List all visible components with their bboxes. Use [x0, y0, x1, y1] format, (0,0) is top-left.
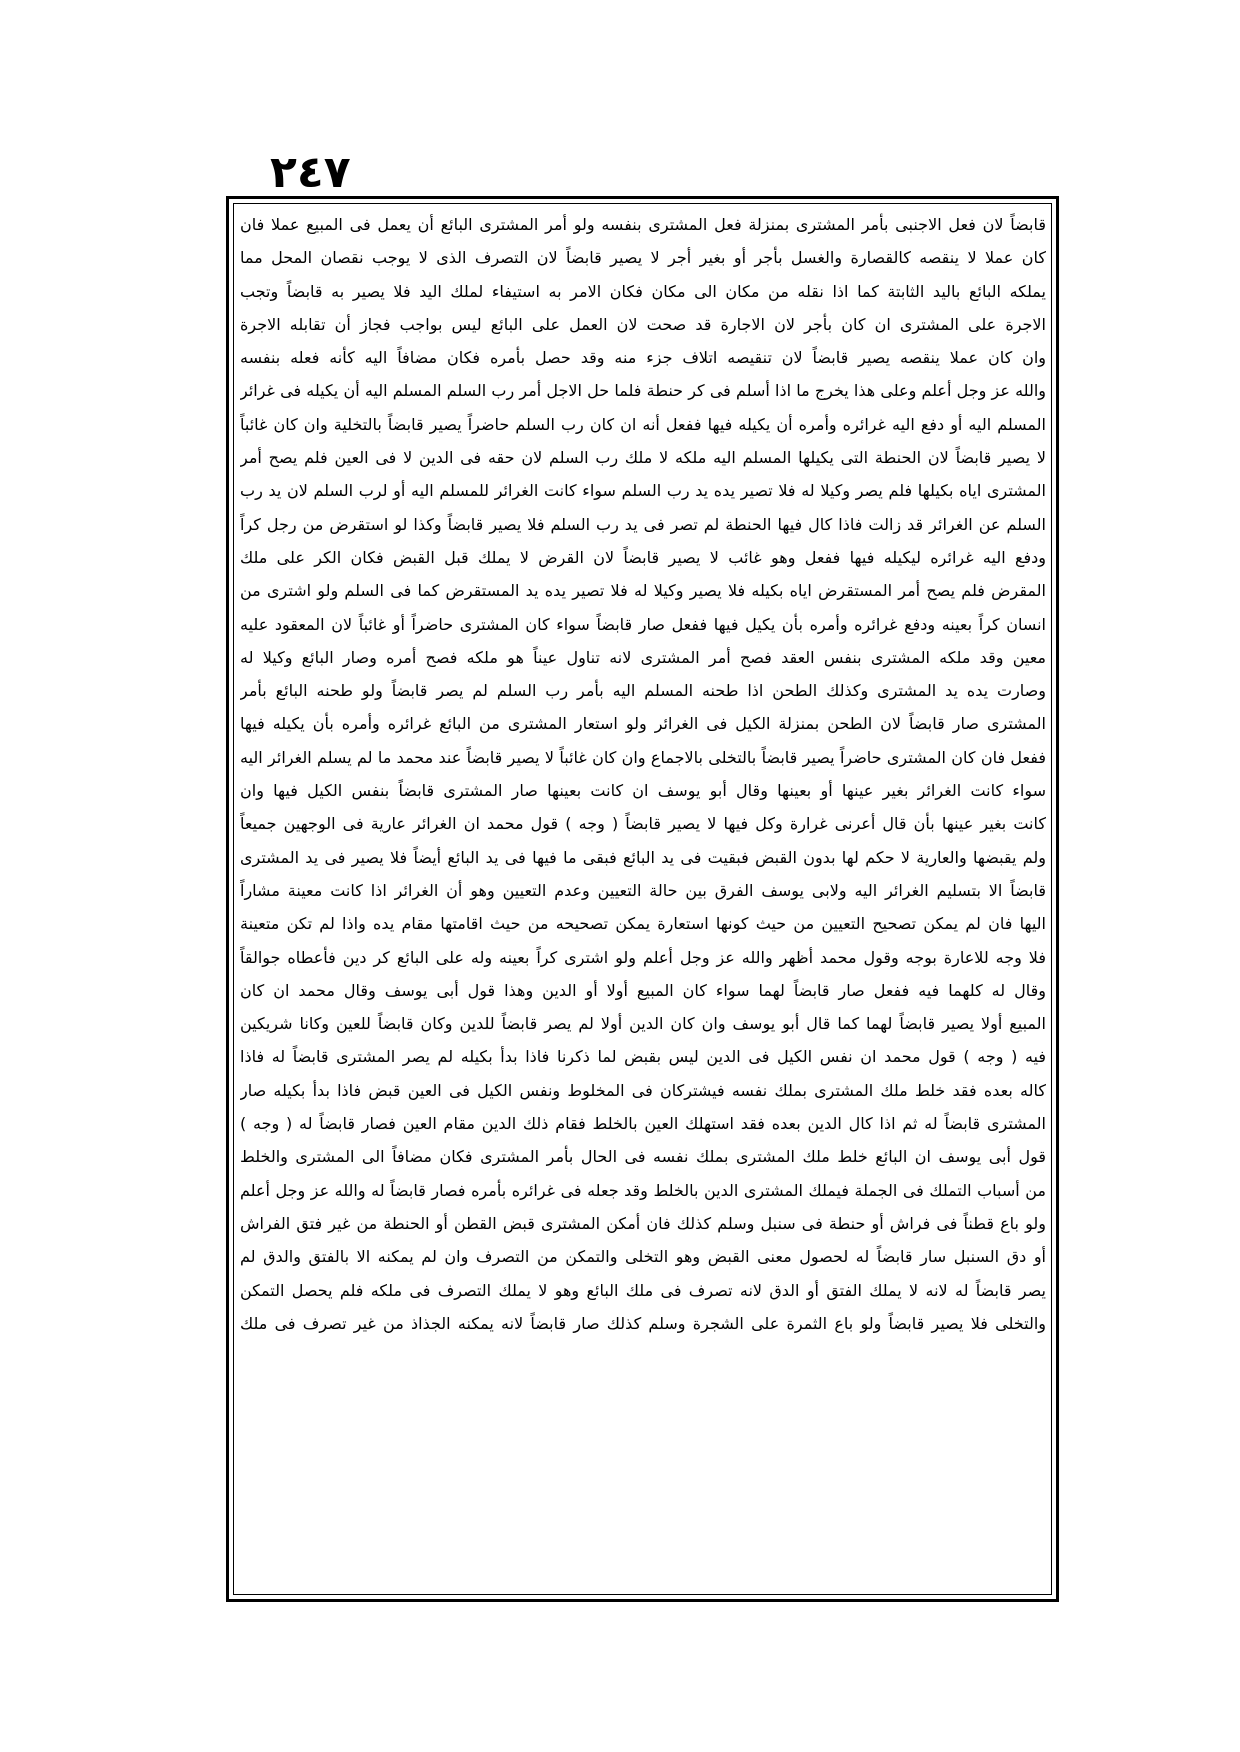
- text-line: ودفع اليه غرائره ليكيله فيها ففعل وهو غائب لا يصير قابضاً لان القرض لا يملك قبل القبض فكان الكر على ملك: [240, 547, 1046, 567]
- text-line: قابضاً لان فعل الاجنبى بأمر المشترى بمنزلة فعل المشترى بنفسه ولو أمر المشترى البائع أن يعمل فى المبيع عملا فان: [240, 215, 1046, 234]
- text-line: والله عز وجل أعلم وعلى هذا يخرج ما اذا أسلم فى كر حنطة فلما حل الاجل أمر رب السلم المسلم اليه أن يكيله فى غرائر: [240, 381, 1046, 401]
- text-line: وان كان عملا ينقصه يصير قابضاً لان تنقيصه اتلاف جزء منه وقد حصل بأمره فكان مضافاً اليه كأنه فعله بنفسه: [240, 348, 1046, 368]
- text-line: قابضاً الا بتسليم الغرائر اليه ولابى يوسف الفرق بين حالة التعيين وعدم التعيين وهو أن الغرائر اذا كانت معينة مشاراً: [240, 880, 1046, 900]
- text-line: المقرض فلم يصح أمر المستقرض اياه بكيله فلا يصير وكيلا له فلا تصير يده يد المستقرض كما فى السلم ولو اشترى من: [240, 581, 1046, 601]
- text-line: كاله بعده فقد خلط ملك المشترى بملك نفسه فيشتركان فى المخلوط ونفس الكيل فى العين قبض فاذا بدأ بكيله صار: [240, 1080, 1046, 1100]
- text-line: المسلم اليه أو دفع اليه غرائره وأمره أن يكيله فيها ففعل أنه ان كان رب السلم حاضراً يصير قابضاً بالتخلية وان كان غائباً: [240, 414, 1046, 434]
- text-line: المبيع أولا يصير قابضاً لهما كما قال أبو يوسف وان كان الدين أولا لم يصر قابضاً للدين وكان قابضاً للعين وكانا شريكين: [240, 1014, 1046, 1034]
- text-line: المشترى قابضاً له ثم اذا كال الدين بعده فقد استهلك العين بالخلط فقام ذلك الدين مقام العين فصار قابضاً له ( وجه ): [240, 1114, 1046, 1134]
- text-line: يملكه البائع باليد الثابتة كما اذا نقله من مكان الى مكان فكان الامر به استيفاء لملك اليد فلا يصير به قابضاً وتجب: [240, 281, 1046, 301]
- text-line: فيه ( وجه ) قول محمد ان نفس الكيل فى الدين ليس بقبض لما ذكرنا فاذا بدأ بكيله لم يصر المشترى قابضاً له فاذا: [240, 1047, 1046, 1067]
- text-line: قول أبى يوسف ان البائع خلط ملك المشترى بملك نفسه فى الحال بأمر المشترى فكان مضافاً الى المشترى والخلط: [240, 1147, 1046, 1167]
- text-line: كانت بغير عينها بأن قال أعرنى غرارة وكل فيها لا يصير قابضاً ( وجه ) قول محمد ان الغرائر عارية فى الوجهين جميعاً: [240, 814, 1046, 834]
- text-line: اليها فان لم يمكن تصحيح التعيين من حيث كونها استعارة يمكن تصحيحه من حيث اقامتها مقام يده واذا لم تكن متعينة: [240, 914, 1046, 934]
- text-line: المشترى اياه بكيلها فلم يصر وكيلا له فلا تصير يده يد رب السلم سواء كانت الغرائر للمسلم اليه أو لرب السلم لان يد رب: [240, 481, 1046, 501]
- text-line: السلم عن الغرائر قد زالت فاذا كال فيها الحنطة لم تصر فى يد رب السلم فلا يصير قابضاً وكذا لو استقرض من رجل كراً: [240, 514, 1046, 534]
- text-line: المشترى صار قابضاً لان الطحن بمنزلة الكيل فى الغرائر ولو استعار المشترى من البائع غرائره وأمره بأن يكيله فيها: [240, 714, 1046, 734]
- text-line: أو دق السنبل سار قابضاً له لحصول معنى القبض وهو التخلى والتمكن من التصرف وان لم يمكنه الا بالفتق والدق لم: [240, 1247, 1046, 1267]
- text-line: [240, 1340, 1046, 1373]
- text-line: يصر قابضاً له لانه لا يملك الفتق أو الدق لانه تصرف فى ملك البائع وهو لا يملك التصرف فى ملكه فلم يحصل التمكن: [240, 1280, 1046, 1300]
- text-line: ولو باع قطناً فى فراش أو حنطة فى سنبل وسلم كذلك فان أمكن المشترى قبض القطن أو الحنطة من غير فتق الفراش: [240, 1213, 1046, 1233]
- text-line: الاجرة على المشترى ان كان بأجر لان الاجارة قد صحت لان العمل على البائع ليس بواجب فجاز أن تقابله الاجرة: [240, 314, 1046, 334]
- text-line: معين وقد ملكه المشترى بنفس العقد فصح أمر المشترى لانه تناول عيناً هو ملكه فصح أمره وصار البائع وكيلا له: [240, 647, 1046, 667]
- text-line: لا يصير قابضاً لان الحنطة التى يكيلها المسلم اليه ملكه لا ملك رب السلم لان حقه فى الدين لا فى العين فلم يصح أمر: [240, 448, 1046, 468]
- body-text: [240, 208, 1046, 1373]
- text-line: والتخلى فلا يصير قابضاً ولو باع الثمرة على الشجرة وسلم كذلك صار قابضاً لانه يمكنه الجذاذ من غير تصرف فى ملك: [240, 1313, 1046, 1333]
- text-line: ولم يقبضها والعارية لا حكم لها بدون القبض فبقيت فى يد البائع فبقى ما فيها فى يد البائع أيضاً فلا يصير فى يد المشترى: [240, 847, 1046, 867]
- page-number: ٢٤٧: [270, 147, 351, 198]
- text-line: وقال له كلهما فيه ففعل صار قابضاً لهما سواء كان المبيع أولا أو الدين وهذا قول أبى يوسف وقال محمد ان كان: [240, 980, 1046, 1000]
- text-line: كان عملا لا ينقصه كالقصارة والغسل بأجر أو بغير أجر لا يصير قابضاً لان التصرف الذى لا يوجب نقصان المحل مما: [240, 248, 1046, 268]
- text-line: وصارت يده يد المشترى وكذلك الطحن اذا طحنه المسلم اليه بأمر رب السلم لم يصر قابضاً ولو طحنه البائع بأمر: [240, 681, 1046, 701]
- text-line: سواء كانت الغرائر بغير عينها أو بعينها وقال أبو يوسف ان كانت بعينها صار المشترى قابضاً بنفس الكيل فيها وان: [240, 781, 1046, 801]
- text-line: فلا وجه للاعارة بوجه وقول محمد أظهر والله عز وجل أعلم ولو اشترى كراً بعينه وله على البائع كر دين فأعطاه جوالقاً: [240, 947, 1046, 967]
- text-line: ففعل فان كان المشترى حاضراً يصير قابضاً بالتخلى بالاجماع وان كان غائباً لا يصير قابضاً عند محمد ما لم يسلم الغرائر اليه: [240, 747, 1046, 767]
- text-line: انسان كراً بعينه ودفع غرائره وأمره بأن يكيل فيها ففعل صار قابضاً سواء كان المشترى حاضراً أو غائباً لان المعقود عليه: [240, 614, 1046, 634]
- text-line: من أسباب التملك فى الجملة فيملك المشترى الدين بالخلط وقد جعله فى غرائره بأمره فصار قابضاً له والله عز وجل أعلم: [240, 1180, 1046, 1200]
